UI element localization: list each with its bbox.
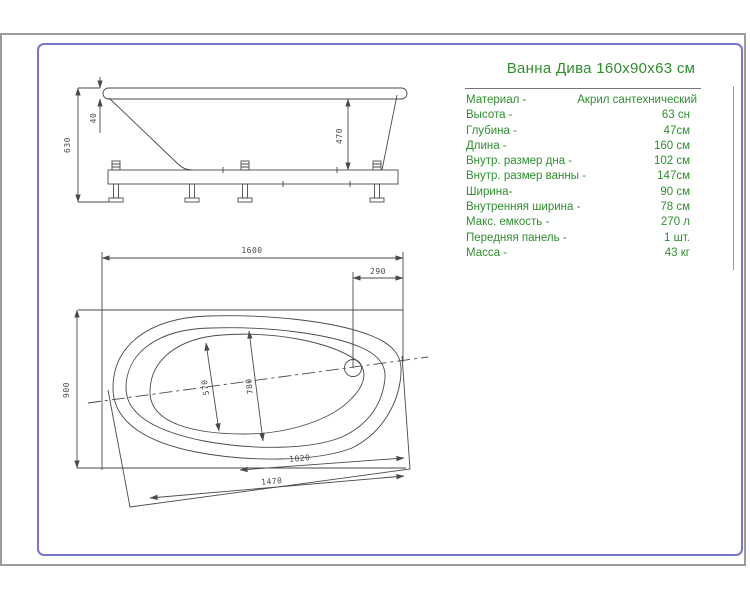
- spec-row: [466, 169, 736, 184]
- spec-row: [466, 108, 736, 123]
- dim-bottom-width-1: 570: [199, 378, 212, 396]
- support-frame: [108, 170, 398, 184]
- spec-row: [466, 124, 736, 139]
- spec-value: 90 см: [660, 185, 690, 198]
- spec-value: 43 кг: [664, 246, 690, 259]
- spec-row: [466, 185, 736, 200]
- spec-row: [466, 154, 736, 169]
- spec-label: Внутр. размер дна -: [466, 155, 573, 168]
- page-title: Ванна Дива 160х90х63 см: [506, 60, 696, 77]
- spec-label: Макс. емкость -: [466, 216, 550, 229]
- dim-inner-depth: 470: [335, 128, 344, 144]
- dim-inner-length: 1470: [260, 476, 283, 487]
- spec-row: [466, 231, 736, 246]
- spec-value: 1 шт.: [663, 231, 690, 244]
- dim-total-height: 630: [63, 137, 72, 153]
- tub-rim-outer: [113, 316, 401, 459]
- spec-value: 102 см: [653, 155, 690, 168]
- leg-1: [109, 161, 123, 202]
- dim-bottom-width-2: 780: [244, 377, 255, 395]
- spec-label: Масса -: [466, 246, 508, 259]
- spec-label: Высота -: [466, 109, 513, 122]
- leg-4: [370, 161, 384, 202]
- spec-value: 78 см: [660, 201, 690, 214]
- dim-width: 900: [62, 382, 71, 398]
- spec-label: Внутренняя ширина -: [466, 201, 581, 214]
- tub-bottom: [150, 334, 364, 434]
- spec-label: Глубина -: [466, 124, 517, 137]
- spec-label: Длина -: [466, 139, 507, 152]
- spec-row: [466, 200, 736, 215]
- spec-table: [466, 93, 736, 261]
- side-view: [78, 77, 407, 202]
- tub-rim-inner: [126, 328, 385, 448]
- leg-2: [185, 184, 199, 202]
- spec-panel: [466, 60, 736, 261]
- dim-rim-thickness: 40: [89, 112, 98, 124]
- spec-label: Материал -: [466, 94, 527, 106]
- spec-row: [466, 93, 736, 108]
- spec-value: 47см: [663, 124, 690, 137]
- tub-rim-profile: [103, 88, 407, 99]
- front-panel-outline: [108, 356, 410, 507]
- spec-row: [466, 139, 736, 154]
- tub-right-slope: [382, 95, 397, 170]
- dim-drain-offset: 290: [370, 267, 386, 276]
- center-line: [88, 357, 428, 403]
- spec-value: 160 см: [653, 139, 690, 152]
- spec-label: Передняя панель -: [466, 231, 567, 244]
- spec-value: 270 л: [660, 216, 690, 229]
- spec-row: [466, 215, 736, 230]
- dim-bottom-length: 1020: [288, 453, 311, 464]
- leg-3: [238, 161, 252, 202]
- spec-label: Внутр. размер ванны -: [466, 170, 587, 183]
- spec-value: Акрил сантехнический: [577, 94, 697, 106]
- tub-left-slope: [109, 98, 192, 170]
- spec-value: 63 сн: [661, 109, 690, 122]
- spec-value: 147см: [657, 170, 690, 183]
- dim-length: 1600: [241, 246, 263, 255]
- spec-label: Ширина-: [466, 185, 513, 198]
- spec-row: [466, 246, 736, 261]
